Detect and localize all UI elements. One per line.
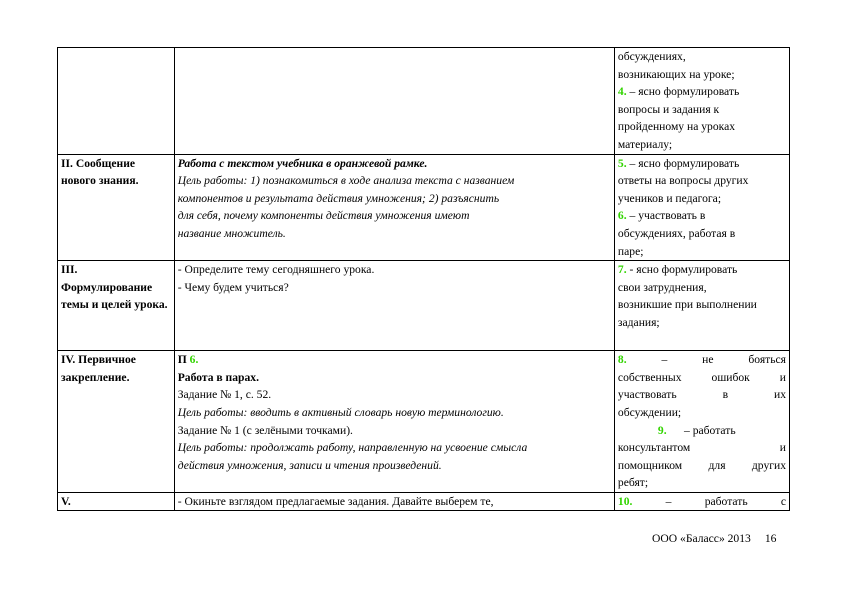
outcome-number: 10.	[617, 494, 633, 508]
content-line: - Определите тему сегодняшнего урока.	[177, 263, 375, 277]
outcome-line: участвовать в их	[617, 388, 786, 402]
content-cell	[174, 351, 614, 493]
page-number: 16	[764, 532, 777, 545]
outcome-line: ответы на вопросы других	[617, 174, 749, 188]
outcome-item	[618, 351, 786, 369]
outcomes-cell	[614, 154, 789, 261]
outcome-line: собственных ошибок и	[617, 370, 786, 384]
content-line: Цель работы: 1) познакомиться в ходе анализа текста с названием	[177, 174, 515, 188]
stage-cell: III. Формулирование темы и целей урока.	[58, 261, 175, 351]
outcome-line: свои затруднения,	[617, 280, 707, 294]
outcome-item	[618, 83, 786, 101]
content-line: - Окиньте взглядом предлагаемые задания. Давайте выберем те,	[177, 494, 494, 508]
outcomes-cell	[614, 261, 789, 351]
outcome-line: учеников и педагога;	[617, 191, 722, 205]
content-header-prefix: П	[177, 353, 187, 367]
outcome-item	[618, 493, 786, 511]
content-line: - Чему будем учиться?	[177, 280, 289, 294]
content-line: для себя, почему компоненты действия умножения имеют	[177, 209, 470, 223]
outcome-line: обсуждениях,	[617, 50, 686, 63]
outcome-line: – участвовать в	[626, 209, 706, 223]
stage-cell: II. Сообщение нового знания.	[58, 154, 175, 261]
outcome-line: - ясно формулировать	[626, 263, 738, 277]
outcome-line: вопросы и задания к	[617, 102, 720, 116]
outcome-line: паре;	[617, 244, 644, 258]
table-row	[58, 492, 790, 511]
outcome-line: – работать	[684, 423, 736, 437]
content-cell	[174, 48, 614, 155]
content-line: название множитель.	[177, 226, 286, 240]
outcomes-cell	[614, 492, 789, 511]
content-line: Цель работы: продолжать работу, направленную на усвоение смысла	[177, 441, 528, 455]
content-line: Цель работы: вводить в активный словарь новую терминологию.	[177, 405, 504, 419]
outcome-line: ребят;	[617, 476, 649, 490]
table-row	[58, 351, 790, 493]
content-cell	[174, 261, 614, 351]
outcome-line: – работать с	[665, 494, 786, 508]
stage-cell: IV. Первичное закрепление.	[58, 351, 175, 493]
footer-publisher: ООО «Баласс» 2013	[652, 532, 751, 545]
outcome-line: консультантом и	[617, 441, 786, 455]
content-header-number: 6.	[189, 353, 199, 367]
table-row	[58, 154, 790, 261]
outcome-line: обсуждении;	[617, 405, 682, 419]
outcome-line: – ясно формулировать	[626, 156, 740, 170]
outcomes-cell	[614, 351, 789, 493]
stage-cell	[58, 48, 175, 155]
content-line: Задание № 1 (с зелёными точками).	[177, 423, 353, 437]
outcome-line: помощником для других	[617, 458, 786, 472]
outcomes-cell	[614, 48, 789, 155]
outcome-number: 4.	[617, 85, 627, 99]
outcome-line: пройденному на уроках	[617, 120, 736, 134]
outcome-item	[618, 422, 786, 440]
table-row	[58, 48, 790, 155]
content-line: компонентов и результата действия умножения; 2) разъяснить	[177, 191, 500, 205]
outcome-number: 6.	[617, 209, 627, 223]
outcome-line: материалу;	[617, 137, 673, 151]
outcome-line: обсуждениях, работая в	[617, 226, 736, 240]
content-line: Работа в парах.	[177, 370, 259, 384]
stage-cell: V.	[58, 492, 175, 511]
outcome-line: возникшие при выполнении	[617, 298, 757, 312]
content-line: действия умножения, записи и чтения произведений.	[177, 458, 442, 472]
outcome-item	[618, 207, 786, 225]
content-header	[178, 351, 611, 369]
content-cell	[174, 154, 614, 261]
content-cell	[174, 492, 614, 511]
outcome-item	[618, 261, 786, 279]
outcome-line: задания;	[617, 315, 660, 329]
outcome-number: 9.	[657, 423, 667, 437]
outcome-item	[618, 155, 786, 173]
outcome-line: – ясно формулировать	[626, 85, 740, 99]
page-footer	[652, 532, 776, 545]
outcome-number: 7.	[617, 263, 627, 277]
outcome-line: возникающих на уроке;	[617, 67, 735, 81]
outcome-number: 5.	[617, 156, 627, 170]
lesson-plan-table	[57, 47, 790, 511]
outcome-line: – не бояться	[661, 353, 786, 367]
content-line: Задание № 1, с. 52.	[177, 388, 272, 402]
table-row	[58, 261, 790, 351]
content-line: Работа с текстом учебника в оранжевой рамке.	[177, 156, 428, 170]
outcome-number: 8.	[617, 353, 627, 367]
